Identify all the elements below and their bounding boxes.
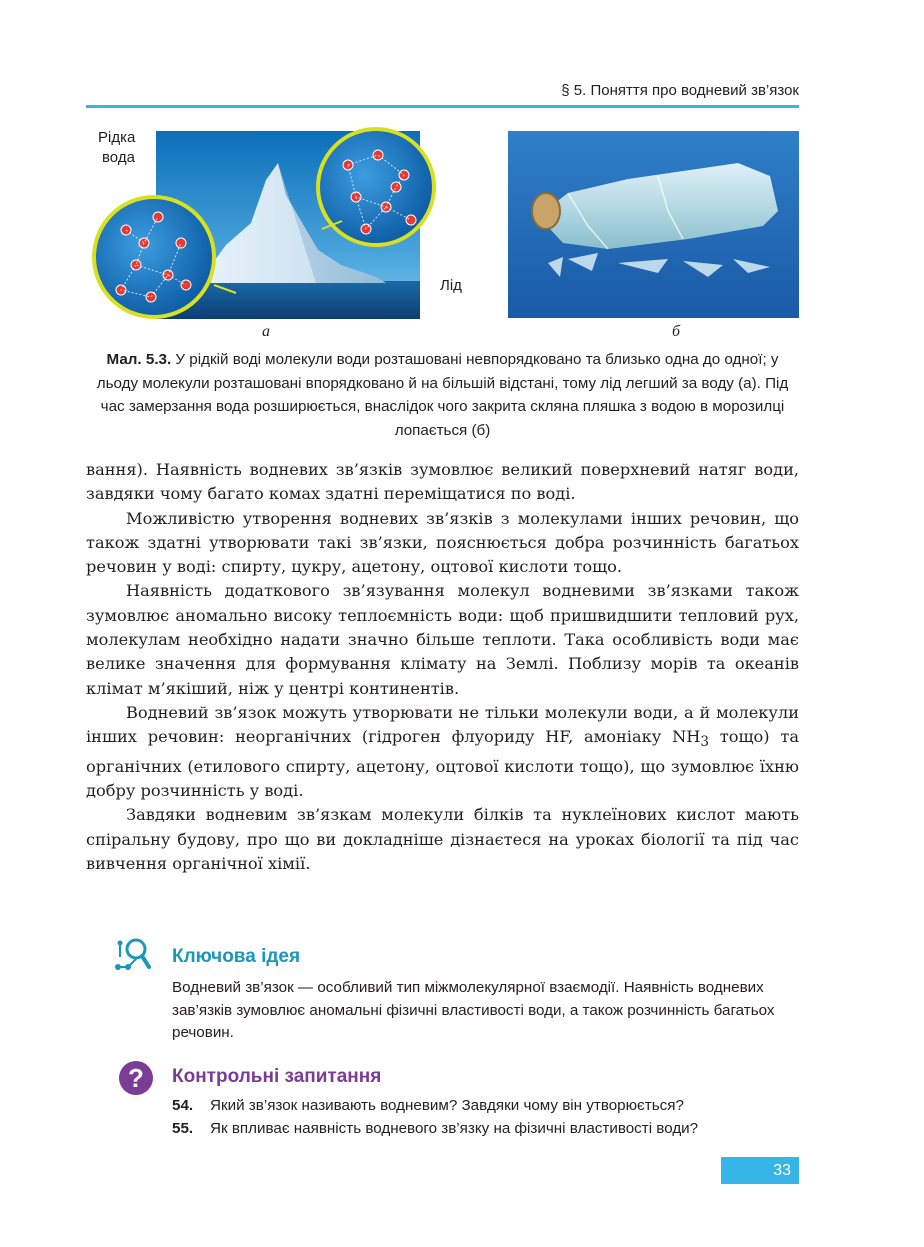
paragraph-4-part-a: Водневий зв’язок можуть утворювати не тільки молекули води, а й молекули інших речовин: неорганічних (гідроген флуориду HF, амоніаку NH [86,702,799,747]
iceberg-illustration [86,125,446,321]
label-liquid-water-line1: Рідка [98,129,136,146]
label-liquid-water-line2: вода [102,149,135,166]
key-idea-text: Водневий зв’язок — особливий тип міжмолекулярної взаємодії. Наявність водневих зав’язків зумовлює аномальні фізичні властивості води, а також розчинність багатьох речовин. [172,979,775,1041]
figure-caption [86,348,799,442]
caption-lead: Мал. 5.3. [106,351,172,368]
questions-list [172,1095,799,1140]
figure-b-bottle-photo [508,131,799,318]
question-number: 55. [172,1119,194,1137]
key-idea-title: Ключова ідея [172,946,301,967]
nh3-subscript: 3 [700,734,709,751]
page-number: 33 [721,1157,799,1184]
header-rule [86,105,799,108]
paragraph-5: Завдяки водневим зв’язкам молекули білків та нуклеїнових кислот мають спіральну будову, про що ви докладніше дізнаєтеся на уроках біології та під час вивчення органічної хімії. [86,805,799,873]
running-header [86,78,799,108]
question-icon: ? [119,1061,153,1095]
label-ice: Лід [440,277,462,294]
question-number: 54. [172,1097,194,1114]
frozen-bottle-illustration [508,131,799,318]
figure-letter-a: а [262,323,270,340]
paragraph-4 [86,701,799,803]
caption-text: У рідкій воді молекули води розташовані невпорядковано та близько одна до одної; у льоду молекули розташовані впорядковано й на більшій відстані, тому лід легший за воду (а). Під час замерзання вода розширюється, внаслідок чого закрита скляна пляшка з водою в морозилці лопається (б) [96,351,789,439]
key-idea-icon [114,935,154,975]
figure-a-iceberg [86,125,446,321]
section-title: § 5. Поняття про водневий зв’язок [561,82,799,99]
question-item [172,1118,799,1141]
paragraph-4-part-b: тощо) та органічних (етилового спирту, ацетону, оцтової кислоти тощо), що зумовлює їхню добру розчинність у воді. [86,727,800,801]
paragraph-3: Наявність додаткового зв’язування молекул водневими зв’язками також зумовлює аномально високу теплоємність води: щоб пришвидшити тепловий рух, молекулам необхідно надати значно більше теплоти. Така особливість води має велике значення для формування клімату на Землі. Поблизу морів та океанів клімат м’якіший, ніж у центрі континентів. [86,581,799,698]
question-item [172,1095,799,1118]
figure-letter-b: б [672,323,681,340]
main-text [86,458,799,876]
question-text: Як впливає наявність водневого зв’язку на фізичні властивості води? [210,1119,699,1137]
paragraph-2: Можливістю утворення водневих зв’язків з молекулами інших речовин, що також здатні утворювати такі зв’язки, пояснюється добра розчинність багатьох речовин у воді: спирту, цукру, ацетону, оцтової кислоти тощо. [86,508,799,577]
questions-title: Контрольні запитання [172,1066,382,1087]
paragraph-1: вання). Наявність водневих зв’язків зумовлює великий поверхневий натяг води, завдяки чому багато комах здатні переміщатися по воді. [86,460,799,504]
question-text: Який зв’язок називають водневим? Завдяки чому він утворюється? [210,1097,684,1114]
